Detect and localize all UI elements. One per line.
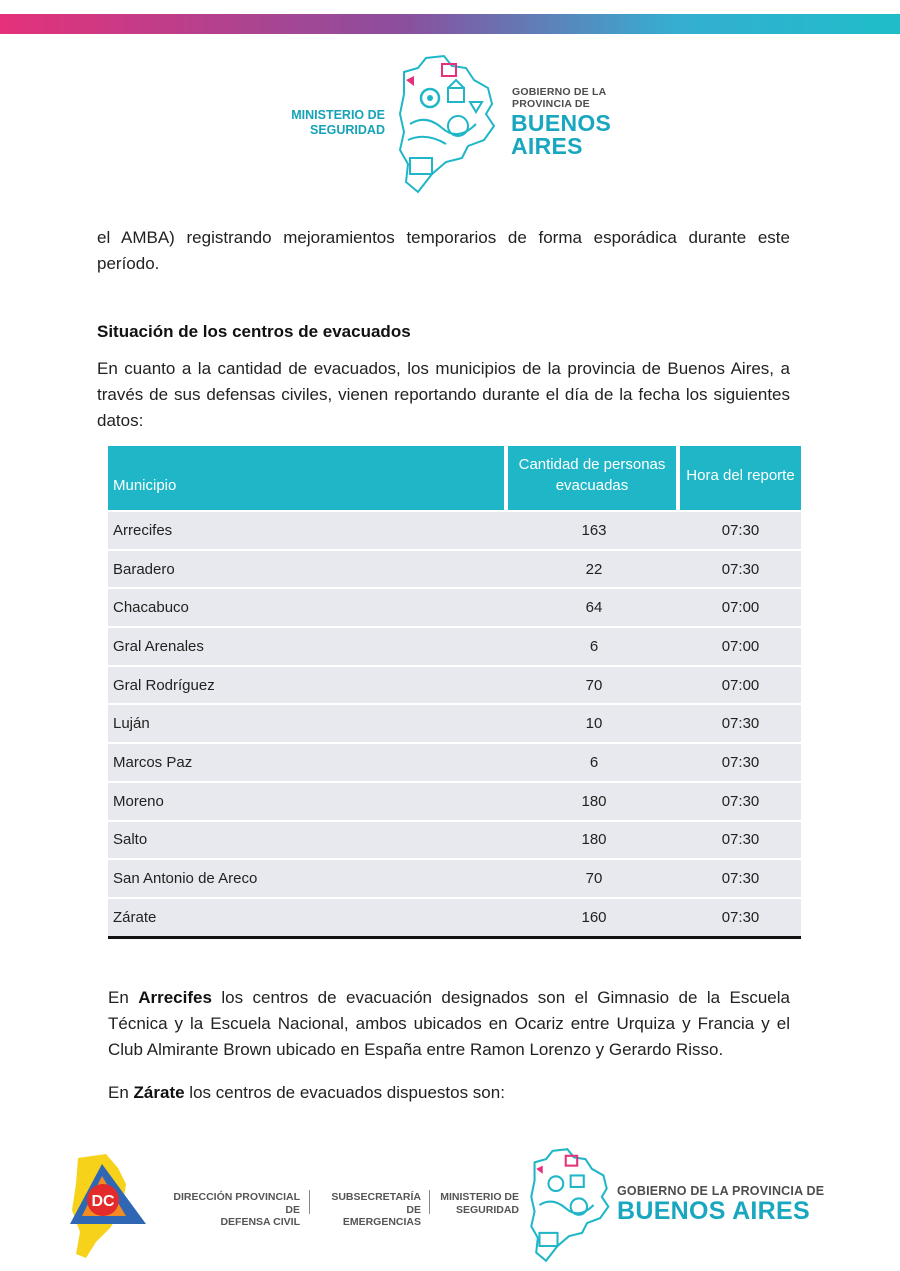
section-title: Situación de los centros de evacuados (97, 322, 411, 341)
footer-province-map-icon (528, 1146, 610, 1264)
footer-ministerio: MINISTERIO DE SEGURIDAD (440, 1191, 519, 1216)
evacuees-table (108, 446, 801, 939)
cell-hora: 07:30 (721, 753, 760, 771)
cell-municipio: Zárate (113, 908, 157, 926)
table-row (108, 781, 801, 820)
gov-big-label: BUENOS AIRES (511, 110, 612, 159)
cell-cantidad: 64 (585, 599, 603, 617)
cell-municipio: Moreno (113, 792, 164, 810)
cell-hora: 07:00 (721, 637, 760, 655)
cell-hora: 07:30 (721, 715, 760, 733)
table-row (108, 549, 801, 588)
header-cantidad: Cantidad de personas evacuadas (508, 446, 680, 510)
cell-cantidad: 6 (589, 753, 599, 771)
table-row (108, 858, 801, 897)
table-row (108, 587, 801, 626)
footer-divider (429, 1190, 430, 1214)
table-row (108, 742, 801, 781)
cell-hora: 07:00 (721, 599, 760, 617)
cell-hora: 07:00 (721, 676, 760, 694)
cell-cantidad: 6 (589, 637, 599, 655)
page-footer (0, 1140, 900, 1271)
table-row (108, 626, 801, 665)
ministry-label: MINISTERIO DE SEGURIDAD (291, 108, 385, 137)
arrecifes-paragraph: En Arrecifes los centros de evacuación designados son el Gimnasio de la Escuela Técnica y la Escuela Nacional, ambos ubicados en Ocariz entre Urquiza y Francia y el Club Almirante Brown ubicado en España entre Ramon Lorenzo y Gerardo Risso. (108, 988, 790, 1059)
top-gradient-bar (0, 14, 900, 34)
evacuees-paragraph: En cuanto a la cantidad de evacuados, los municipios de la provincia de Buenos Aires, a través de sus defensas civiles, vienen reportando durante el día de la fecha los siguientes datos: (97, 359, 790, 430)
table-row (108, 703, 801, 742)
table-body (108, 510, 801, 936)
defensa-civil-logo-icon (66, 1150, 156, 1260)
table-row (108, 820, 801, 859)
cell-hora: 07:30 (721, 870, 760, 888)
footer-gov-big: BUENOS AIRES (617, 1197, 810, 1225)
cell-hora: 07:30 (721, 831, 760, 849)
intro-paragraph: el AMBA) registrando mejoramientos temporarios de forma esporádica durante este período. (97, 228, 790, 273)
zarate-paragraph: En Zárate los centros de evacuados dispuestos son: (108, 1083, 505, 1102)
header-hora: Hora del reporte (680, 446, 801, 510)
arrecifes-name: Arrecifes (138, 988, 212, 1007)
table-row (108, 510, 801, 549)
cell-hora: 07:30 (721, 521, 760, 539)
cell-hora: 07:30 (721, 792, 760, 810)
cell-cantidad: 180 (581, 831, 607, 849)
cell-cantidad: 22 (585, 560, 603, 578)
cell-cantidad: 70 (585, 870, 603, 888)
table-bottom-rule (108, 936, 801, 939)
cell-municipio: Baradero (113, 560, 175, 578)
table-header (108, 446, 801, 510)
cell-municipio: Luján (113, 715, 150, 733)
cell-municipio: San Antonio de Areco (113, 870, 258, 888)
cell-cantidad: 70 (585, 676, 603, 694)
footer-direccion: DIRECCIÓN PROVINCIAL DE DEFENSA CIVIL (173, 1191, 300, 1228)
gov-small-label: GOBIERNO DE LA PROVINCIA DE (512, 86, 607, 110)
dc-badge: DC (91, 1193, 115, 1210)
cell-municipio: Chacabuco (113, 599, 189, 617)
cell-municipio: Gral Rodríguez (113, 676, 215, 694)
cell-hora: 07:30 (721, 560, 760, 578)
footer-subsecretaria: SUBSECRETARÍA DE EMERGENCIAS (331, 1191, 421, 1228)
cell-municipio: Gral Arenales (113, 637, 204, 655)
footer-divider (309, 1190, 310, 1214)
footer-gov-small: GOBIERNO DE LA PROVINCIA DE (617, 1184, 825, 1198)
header-municipio: Municipio (108, 446, 508, 510)
cell-municipio: Arrecifes (113, 521, 173, 539)
province-map-logo-icon (396, 54, 496, 194)
page-header (0, 50, 900, 200)
cell-cantidad: 180 (581, 792, 607, 810)
zarate-name: Zárate (133, 1083, 185, 1102)
cell-cantidad: 160 (581, 908, 607, 926)
table-row (108, 897, 801, 936)
cell-cantidad: 163 (581, 521, 607, 539)
cell-municipio: Marcos Paz (113, 753, 193, 771)
table-row (108, 665, 801, 704)
cell-municipio: Salto (113, 831, 148, 849)
cell-hora: 07:30 (721, 908, 760, 926)
cell-cantidad: 10 (585, 715, 603, 733)
